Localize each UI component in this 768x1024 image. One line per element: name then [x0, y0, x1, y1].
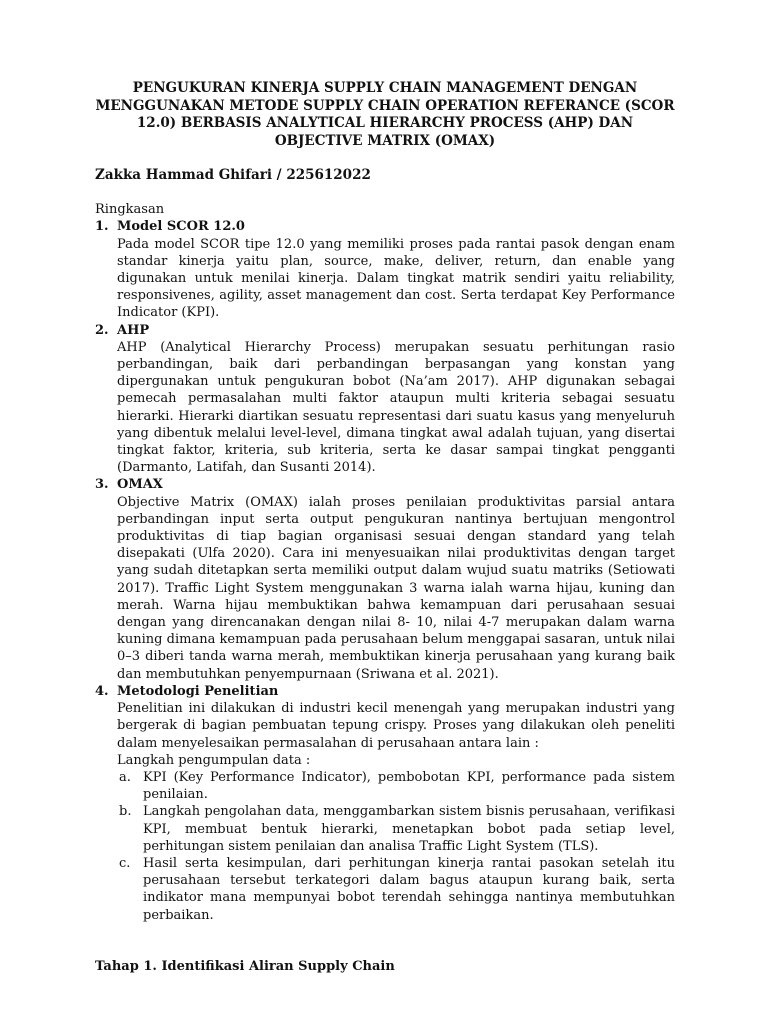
document-page	[95, 80, 675, 975]
section-methodology	[95, 683, 675, 924]
section-paragraph: Penelitian ini dilakukan di industri kecil menengah yang merupakan industri yang bergerak di bagian pembuatan tepung crispy. Proses yang dilakukan oleh peneliti dalam menyelesaikan permasalahan di perusahaan antara lain :	[117, 701, 675, 751]
section-title: AHP	[117, 322, 150, 338]
section-number: 1.	[95, 219, 109, 235]
section-omax	[95, 476, 675, 682]
section-paragraph: Objective Matrix (OMAX) ialah proses penilaian produktivitas parsial antara perbandingan input serta output pengukuran nantinya bertujuan mengontrol produktivitas di tiap bagian organisasi sesuai dengan standard yang telah disepakati (Ulfa 2020). Cara ini menyesuaikan nilai produktivitas dengan target yang sudah ditetapkan serta memiliki output dalam wujud suatu matriks (Setiowati 2017). Traffic Light System menggunakan 3 warna ialah warna hijau, kuning dan merah. Warna hijau membuktikan bahwa kemampuan dari perusahaan sesuai dengan yang direncanakan dengan nilai 8- 10, nilai 4-7 merupakan dalam warna kuning dimana kemampuan pada perusahaan belum menggapai sasaran, untuk nilai 0–3 diberi tanda warna merah, membuktikan kinerja perusahaan yang kurang baik dan membutuhkan penyempurnaan (Sriwana et al. 2021).	[117, 494, 675, 682]
section-number: 2.	[95, 322, 109, 338]
section-paragraph: AHP (Analytical Hierarchy Process) merupakan sesuatu perhitungan rasio perbandingan, baik dari perbandingan berpasangan yang konstan yang dipergunakan untuk pengukuran bobot (Na’am 2017). AHP digunakan sebagai pemecah permasalahan multi faktor ataupun multi kriteria sebagai sesuatu hierarki. Hierarki diartikan sesuatu representasi dari suatu kasus yang menyeluruh yang dibentuk melalui level-level, dimana tingkat awal adalah tujuan, yang disertai tingkat faktor, kriteria, sub kriteria, serta ke dasar sampai tingkat pengganti (Darmanto, Latifah, dan Susanti 2014).	[117, 339, 675, 476]
section-number: 4.	[95, 683, 109, 699]
section-title: OMAX	[117, 477, 163, 493]
list-marker: a.	[119, 769, 131, 785]
methodology-steps-list	[117, 769, 675, 924]
stage-heading: Tahap 1. Identifikasi Aliran Supply Chain	[95, 958, 395, 974]
section-paragraph: Pada model SCOR tipe 12.0 yang memiliki proses pada rantai pasok dengan enam standar kinerja yaitu plan, source, make, deliver, return, dan enable yang digunakan untuk menilai kinerja. Dalam tingkat matrik sendiri yaitu reliability, responsivenes, agility, asset management dan cost. Serta terdapat Key Performance Indicator (KPI).	[117, 236, 675, 321]
list-marker: b.	[119, 804, 132, 820]
section-title: Metodologi Penelitian	[117, 683, 279, 699]
section-number: 3.	[95, 477, 109, 493]
list-item	[117, 855, 675, 924]
list-item-text: KPI (Key Performance Indicator), pembobotan KPI, performance pada sistem penilaian.	[143, 769, 675, 803]
list-item	[117, 803, 675, 855]
data-collection-label: Langkah pengumpulan data :	[117, 752, 311, 768]
list-item-text: Langkah pengolahan data, menggambarkan sistem bisnis perusahaan, verifikasi KPI, membuat bentuk hierarki, menetapkan bobot pada setiap level, perhitungan sistem penilaian dan analisa Traffic Light System (TLS).	[143, 804, 675, 854]
document-title: PENGUKURAN KINERJA SUPPLY CHAIN MANAGEMENT DENGAN MENGGUNAKAN METODE SUPPLY CHAIN OPERATION REFERANCE (SCOR 12.0) BERBASIS ANALYTICAL HIERARCHY PROCESS (AHP) DAN OBJECTIVE MATRIX (OMAX)	[95, 80, 675, 149]
section-scor	[95, 218, 675, 321]
section-title: Model SCOR 12.0	[117, 219, 245, 235]
list-marker: c.	[119, 855, 131, 871]
list-item	[117, 769, 675, 803]
summary-heading: Ringkasan	[95, 202, 165, 218]
author-line: Zakka Hammad Ghifari / 225612022	[95, 167, 371, 183]
section-ahp	[95, 322, 675, 477]
list-item-text: Hasil serta kesimpulan, dari perhitungan kinerja rantai pasokan setelah itu perusahaan tersebut terkategori dalam bagus ataupun kurang baik, serta indikator mana mempunyai bobot terendah sehingga nantinya membutuhkan perbaikan.	[143, 855, 675, 923]
